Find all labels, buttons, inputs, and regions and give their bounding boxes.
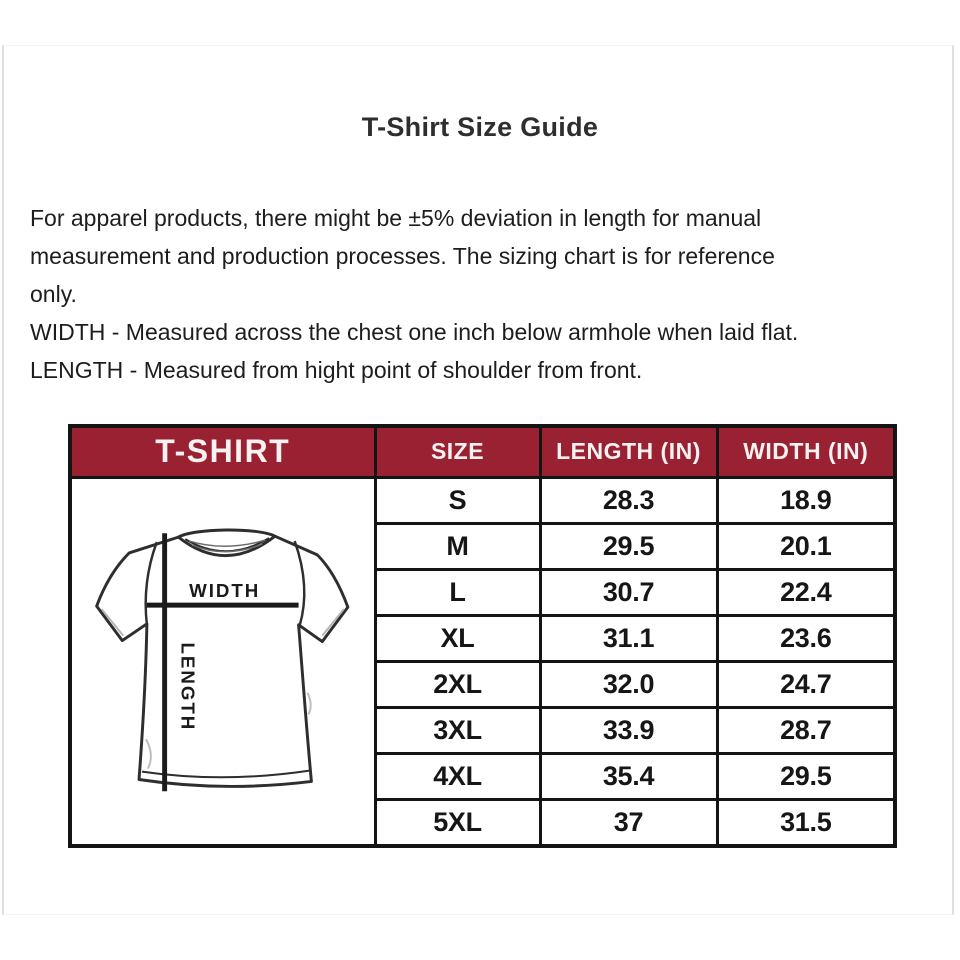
length-cell: 28.3: [540, 477, 717, 523]
size-cell: XL: [375, 615, 540, 661]
size-cell: L: [375, 569, 540, 615]
table-header-size: SIZE: [375, 426, 540, 477]
length-definition: LENGTH - Measured from hight point of shoulder from front.: [30, 357, 643, 383]
length-label: LENGTH: [177, 642, 199, 731]
size-table-body: [70, 477, 895, 846]
size-row-S: [70, 477, 895, 523]
length-cell: 31.1: [540, 615, 717, 661]
size-table-header-row: [70, 426, 895, 477]
width-cell: 22.4: [717, 569, 895, 615]
tshirt-measurement-diagram: [74, 481, 372, 843]
size-cell: 3XL: [375, 708, 540, 754]
length-cell: 37: [540, 800, 717, 846]
length-cell: 33.9: [540, 708, 717, 754]
width-cell: 31.5: [717, 800, 895, 846]
intro-line-1: For apparel products, there might be ±5% deviation in length for manual: [30, 205, 762, 231]
width-cell: 20.1: [717, 523, 895, 569]
length-cell: 35.4: [540, 754, 717, 800]
width-cell: 18.9: [717, 477, 895, 523]
width-cell: 24.7: [717, 662, 895, 708]
table-header-width: WIDTH (IN): [717, 426, 895, 477]
page-title: T-Shirt Size Guide: [361, 112, 599, 142]
size-cell: M: [375, 523, 540, 569]
size-table: [68, 424, 897, 848]
tshirt-illustration-cell: [70, 477, 375, 846]
tshirt-outline: [97, 529, 348, 785]
wrinkle-right: [307, 692, 310, 714]
table-header-product: T-SHIRT: [70, 426, 375, 477]
intro-line-2: measurement and production processes. The sizing chart is for reference: [30, 243, 775, 269]
intro-line-3: only.: [30, 281, 77, 307]
width-cell: 29.5: [717, 754, 895, 800]
size-cell: 4XL: [375, 754, 540, 800]
size-cell: 5XL: [375, 800, 540, 846]
length-cell: 32.0: [540, 662, 717, 708]
length-cell: 30.7: [540, 569, 717, 615]
table-header-length: LENGTH (IN): [540, 426, 717, 477]
size-cell: S: [375, 477, 540, 523]
width-definition: WIDTH - Measured across the chest one inch below armhole when laid flat.: [30, 319, 799, 345]
width-cell: 28.7: [717, 708, 895, 754]
length-cell: 29.5: [540, 523, 717, 569]
size-cell: 2XL: [375, 662, 540, 708]
width-label: WIDTH: [189, 579, 261, 601]
width-cell: 23.6: [717, 615, 895, 661]
notes-block: [30, 199, 936, 389]
